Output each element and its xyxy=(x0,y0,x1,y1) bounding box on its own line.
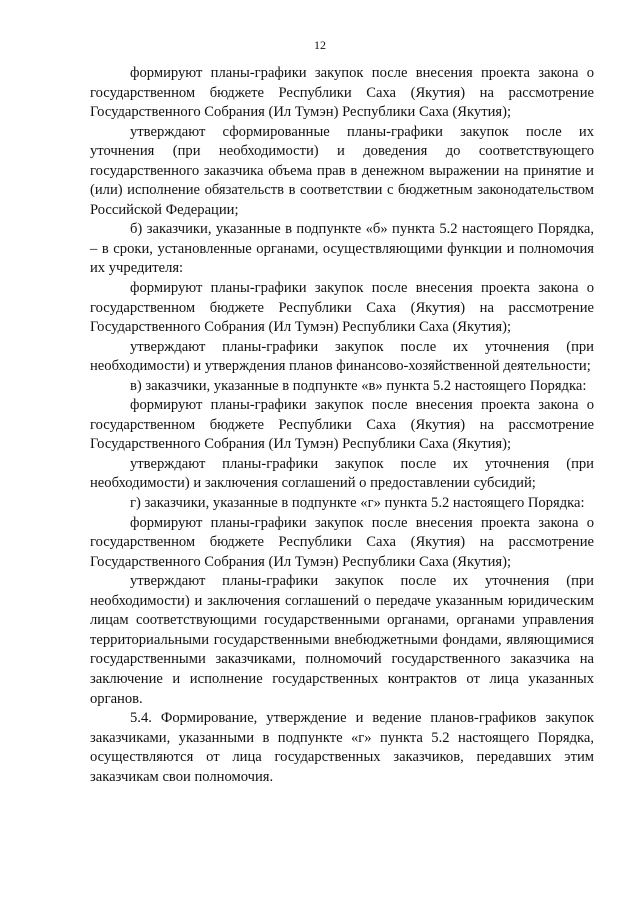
paragraph: утверждают планы-графики закупок после их уточнения (при необходимости) и заключения соглашений о передаче указанным юридическим лицам соответствующими государственными органами, органами управления территориальными государственными внебюджетными фондами, являющимися государственными заказчиками, полномочий государственного заказчика на заключение и исполнение государственных контрактов от лица указанных органов. xyxy=(90,573,594,707)
paragraph: формируют планы-графики закупок после внесения проекта закона о государственном бюджете Республики Саха (Якутия) на рассмотрение Государственного Собрания (Ил Тумэн) Республики Саха (Якутия); xyxy=(90,397,594,453)
paragraph: утверждают сформированные планы-графики закупок после их уточнения (при необходимости) и доведения до соответствующего государственного заказчика объема прав в денежном выражении на принятие и (или) исполнение обязательств в соответствии с бюджетным законодательством Российской Федерации; xyxy=(90,123,594,218)
paragraph: 5.4. Формирование, утверждение и ведение планов-графиков закупок заказчиками, указанными в подпункте «г» пункта 5.2 настоящего Порядка, осуществляются от лица государственных заказчиков, передавших этим заказчикам свои полномочия. xyxy=(90,710,594,785)
paragraph: б) заказчики, указанные в подпункте «б» пункта 5.2 настоящего Порядка, – в сроки, установленные органами, осуществляющими функции и полномочия их учредителя: xyxy=(90,221,594,277)
paragraph: утверждают планы-графики закупок после их уточнения (при необходимости) и заключения соглашений о предоставлении субсидий; xyxy=(90,455,594,492)
paragraph: формируют планы-графики закупок после внесения проекта закона о государственном бюджете Республики Саха (Якутия) на рассмотрение Государственного Собрания (Ил Тумэн) Республики Саха (Якутия); xyxy=(90,280,594,336)
paragraph: утверждают планы-графики закупок после их уточнения (при необходимости) и утверждения планов финансово-хозяйственной деятельности; xyxy=(90,338,594,375)
paragraph: формируют планы-графики закупок после внесения проекта закона о государственном бюджете Республики Саха (Якутия) на рассмотрение Государственного Собрания (Ил Тумэн) Республики Саха (Якутия); xyxy=(90,514,594,570)
paragraph: формируют планы-графики закупок после внесения проекта закона о государственном бюджете Республики Саха (Якутия) на рассмотрение Государственного Собрания (Ил Тумэн) Республики Саха (Якутия); xyxy=(90,65,594,121)
document-body xyxy=(90,64,594,787)
paragraph: в) заказчики, указанные в подпункте «в» пункта 5.2 настоящего Порядка: xyxy=(130,377,587,394)
paragraph: г) заказчики, указанные в подпункте «г» пункта 5.2 настоящего Порядка: xyxy=(130,495,585,512)
page-number: 12 xyxy=(314,38,326,52)
